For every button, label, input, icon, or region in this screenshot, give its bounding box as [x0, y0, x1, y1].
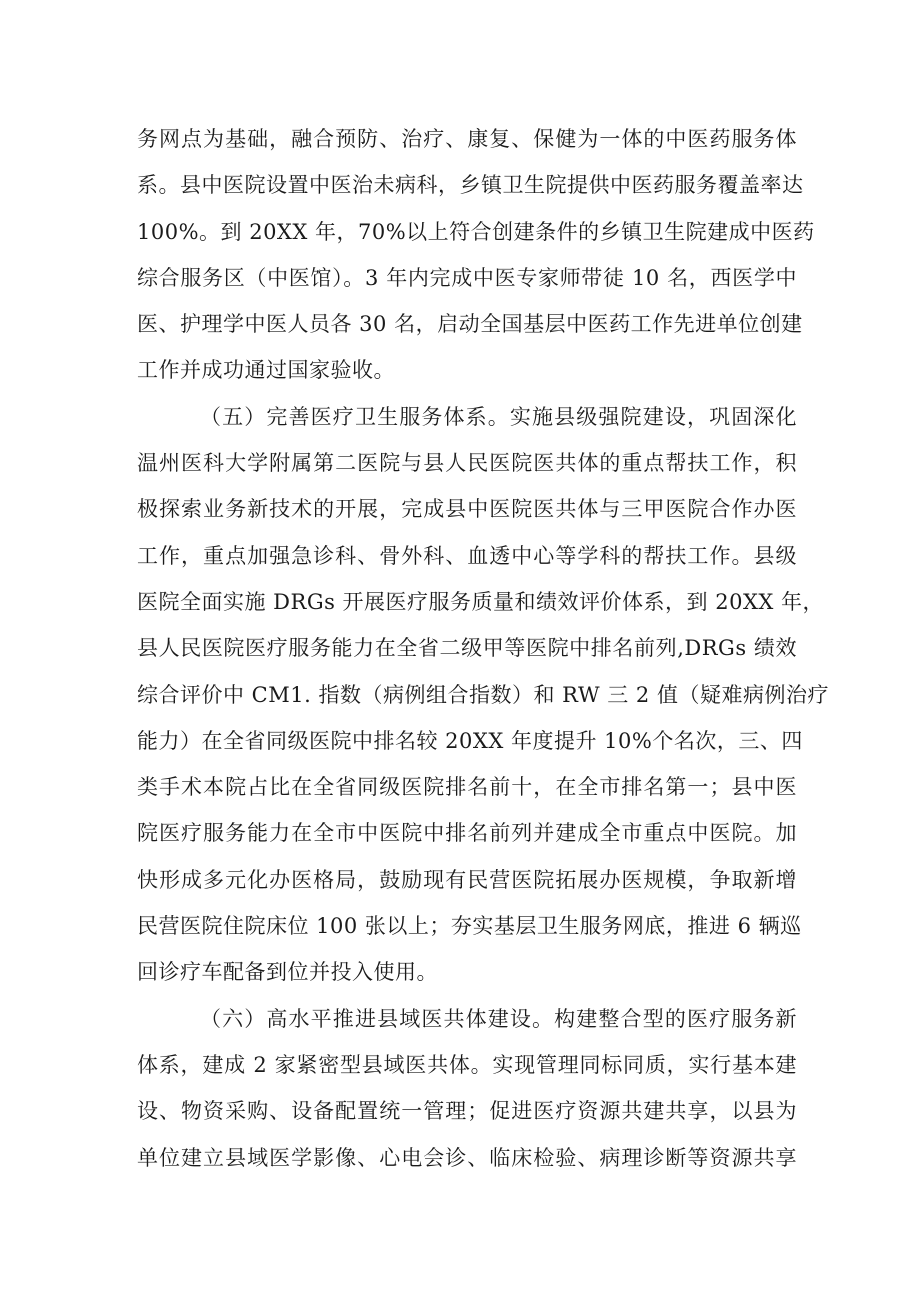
text-line: 体系，建成 2 家紧密型县域医共体。实现管理同标同质，实行基本建: [137, 1052, 797, 1077]
text-line: 工作并成功通过国家验收。: [137, 358, 395, 383]
text-line: 务网点为基础，融合预防、治疗、康复、保健为一体的中医药服务体: [137, 127, 797, 151]
text-line: 民营医院住院床位 100 张以上；夯实基层卫生服务网底，推进 6 辆巡: [137, 914, 802, 939]
paragraph: [137, 116, 815, 394]
text-line: 设、物资采购、设备配置统一管理；促进医疗资源共建共享，以县为: [137, 1099, 797, 1124]
text-line: 医院全面实施 DRGs 开展医疗服务质量和绩效评价体系，到 20XX 年，: [137, 589, 825, 614]
paragraph: [137, 394, 829, 996]
text-line: 100%。到 20XX 年，70%以上符合创建条件的乡镇卫生院建成中医药: [137, 219, 815, 244]
text-line: 综合服务区（中医馆）。3 年内完成中医专家师带徒 10 名，西医学中: [137, 265, 797, 290]
text-line: （六）高水平推进县域医共体建设。构建整合型的医疗服务新: [200, 1006, 797, 1031]
text-line: 系。县中医院设置中医治未病科，乡镇卫生院提供中医药服务覆盖率达: [137, 173, 804, 198]
paragraph: [137, 996, 797, 1181]
text-line: 县人民医院医疗服务能力在全省二级甲等医院中排名前列,DRGs 绩效: [137, 636, 797, 661]
document-body: [137, 116, 829, 1181]
text-line: 能力）在全省同级医院中排名较 20XX 年度提升 10%个名次，三、四: [137, 728, 803, 753]
text-line: 院医疗服务能力在全市中医院中排名前列并建成全市重点中医院。加: [137, 821, 797, 846]
text-line: 极探索业务新技术的开展，完成县中医院医共体与三甲医院合作办医: [137, 497, 797, 522]
text-line: 综合评价中 CM1. 指数（病例组合指数）和 RW 三 2 值（疑难病例治疗: [137, 682, 829, 707]
text-line: （五）完善医疗卫生服务体系。实施县级强院建设，巩固深化: [200, 404, 797, 429]
text-line: 医、护理学中医人员各 30 名，启动全国基层中医药工作先进单位创建: [137, 312, 803, 337]
text-line: 工作，重点加强急诊科、骨外科、血透中心等学科的帮扶工作。县级: [137, 543, 797, 568]
text-line: 回诊疗车配备到位并投入使用。: [137, 960, 438, 985]
text-line: 温州医科大学附属第二医院与县人民医院医共体的重点帮扶工作，积: [137, 451, 797, 476]
text-line: 单位建立县域医学影像、心电会诊、临床检验、病理诊断等资源共享: [137, 1145, 797, 1170]
text-line: 类手术本院占比在全省同级医院排名前十，在全市排名第一；县中医: [137, 775, 797, 800]
text-line: 快形成多元化办医格局，鼓励现有民营医院拓展办医规模，争取新增: [137, 867, 797, 892]
